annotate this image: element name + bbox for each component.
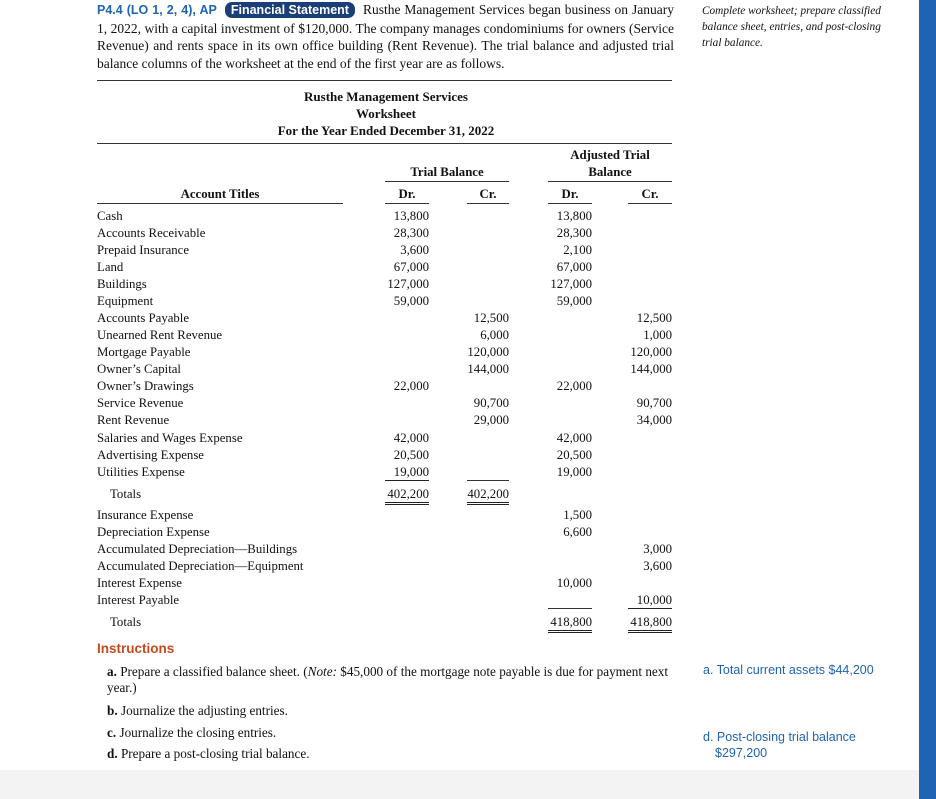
tb-cr-total-rule — [467, 480, 509, 481]
atb-dr-cell: 10,000 — [556, 576, 592, 590]
atb-cr-underline — [628, 203, 672, 204]
account-name: Interest Expense — [97, 576, 182, 590]
instruction-letter: a. — [107, 664, 117, 679]
atb-dr-cell: 127,000 — [550, 277, 592, 291]
tb-dr-cell: 13,800 — [393, 209, 429, 223]
atb-cr-cell: 10,000 — [628, 592, 672, 609]
account-name: Service Revenue — [97, 396, 184, 410]
atb-dr-cell: 20,500 — [556, 448, 592, 462]
instruction-a — [107, 664, 677, 696]
answer-d-line1: d. Post-closing trial balance — [703, 730, 856, 744]
atb-dr-cell: 6,600 — [563, 525, 592, 539]
atb-dr-cell: 22,000 — [556, 379, 592, 393]
company-name: Rusthe Management Services — [304, 89, 468, 104]
tb-dr-cell: 67,000 — [393, 260, 429, 274]
account-name: Insurance Expense — [97, 508, 194, 522]
tb-dr-cell: 20,500 — [393, 448, 429, 462]
atb-dr-cell: 13,800 — [556, 209, 592, 223]
instruction-d — [107, 746, 310, 762]
answer-a: a. Total current assets $44,200 — [703, 663, 874, 677]
answer-d-line2: $297,200 — [715, 746, 768, 760]
header-bottom-rule — [97, 143, 672, 144]
atb-cr-cell: 12,500 — [636, 311, 672, 325]
tb-cr-cell: 6,000 — [480, 328, 509, 342]
tb-cr-cell: 90,700 — [473, 396, 509, 410]
atb-dr-cell: 42,000 — [556, 431, 592, 445]
tb-dr-cell: 127,000 — [387, 277, 429, 291]
atb-cr-cell: 34,000 — [636, 413, 672, 427]
atb-total-cr: 418,800 — [628, 614, 672, 633]
atb-totals-label: Totals — [110, 615, 142, 629]
account-name: Accumulated Depreciation—Buildings — [97, 542, 298, 556]
tb-dr-cell: 22,000 — [393, 379, 429, 393]
intro-text-line1: Rusthe Management Services began business on — [362, 2, 629, 17]
learning-objectives: (LO 1, 2, 4), AP — [126, 3, 217, 17]
worksheet-period: For the Year Ended December 31, 2022 — [277, 123, 495, 138]
tb-cr-underline — [467, 203, 509, 204]
atb-cr-cell: 120,000 — [630, 345, 672, 359]
tb-dr-cell: 28,300 — [393, 226, 429, 240]
side-note: Complete worksheet; prepare classified balance sheet, entries, and post-closing trial balance. — [702, 5, 881, 49]
atb-dr-cell: 1,500 — [563, 508, 592, 522]
instruction-a-text-after: $45,000 of the mortgage note payable is due for payment next year.) — [107, 664, 669, 695]
col-atb-dr: Dr. — [561, 187, 579, 201]
right-edge-bar — [919, 0, 936, 799]
col-adjusted-line1: Adjusted Trial — [570, 148, 650, 162]
atb-dr-cell: 2,100 — [563, 243, 592, 257]
tb-cr-cell: 29,000 — [473, 413, 509, 427]
tb-dr-cell: 59,000 — [393, 294, 429, 308]
tb-dr-underline — [385, 203, 429, 204]
atb-cr-cell: 90,700 — [636, 396, 672, 410]
instruction-letter: b. — [107, 703, 118, 718]
titles-underline — [97, 203, 343, 204]
adjusted-underline — [548, 181, 672, 182]
account-name: Prepaid Insurance — [97, 243, 190, 257]
atb-dr-cell: 59,000 — [556, 294, 592, 308]
col-tb-cr: Cr. — [479, 187, 497, 201]
instruction-letter: d. — [107, 746, 118, 761]
account-name: Owner’s Capital — [97, 362, 181, 376]
account-name: Land — [97, 260, 124, 274]
worksheet-title: Worksheet — [356, 106, 416, 121]
instruction-b-text: Journalize the adjusting entries. — [120, 703, 288, 718]
atb-total-dr: 418,800 — [548, 614, 592, 633]
bottom-bar — [0, 770, 919, 799]
trial-balance-underline — [385, 181, 509, 182]
atb-dr-total-rule — [548, 608, 592, 609]
col-trial-balance: Trial Balance — [410, 165, 484, 179]
tb-dr-cell: 3,600 — [400, 243, 429, 257]
instruction-letter: c. — [107, 725, 117, 740]
tb-dr-cell: 42,000 — [393, 431, 429, 445]
intro-text-rest: January 1, 2022, with a capital investment of $120,000. The company manages condominiums for owners (Service Revenue) and rents space in its own office building (Rent Revenue). The trial balance and adjusted trial balance columns of the worksheet at the end of the first year are as follows. — [97, 2, 674, 71]
account-name: Advertising Expense — [97, 448, 204, 462]
atb-dr-cell: 19,000 — [556, 465, 592, 479]
atb-cr-cell: 3,000 — [643, 542, 672, 556]
tb-totals-label: Totals — [110, 487, 142, 501]
atb-dr-cell: 67,000 — [556, 260, 592, 274]
atb-cr-cell: 144,000 — [630, 362, 672, 376]
account-name: Accounts Receivable — [97, 226, 206, 240]
instruction-c — [107, 725, 276, 741]
financial-statement-badge: Financial Statement — [225, 2, 355, 18]
problem-number: P4.4 — [97, 3, 123, 17]
account-name: Utilities Expense — [97, 465, 185, 479]
instruction-d-text: Prepare a post-closing trial balance. — [120, 746, 310, 761]
atb-dr-underline — [548, 203, 592, 204]
tb-total-cr: 402,200 — [467, 486, 509, 505]
account-name: Rent Revenue — [97, 413, 170, 427]
instruction-a-note-label: Note: — [307, 664, 337, 679]
account-name: Accounts Payable — [97, 311, 190, 325]
tb-total-dr: 402,200 — [385, 486, 429, 505]
header-top-rule — [97, 80, 672, 81]
account-name: Salaries and Wages Expense — [97, 431, 243, 445]
atb-dr-cell: 28,300 — [556, 226, 592, 240]
account-name: Equipment — [97, 294, 154, 308]
account-name: Depreciation Expense — [97, 525, 210, 539]
tb-dr-cell: 19,000 — [385, 464, 429, 481]
col-adjusted-line2: Balance — [588, 165, 632, 179]
account-name: Mortgage Payable — [97, 345, 191, 359]
tb-cr-cell: 120,000 — [467, 345, 509, 359]
instructions-title: Instructions — [97, 641, 175, 656]
instruction-a-text-before: Prepare a classified balance sheet. ( — [120, 664, 308, 679]
instruction-b — [107, 703, 288, 719]
col-account-titles: Account Titles — [180, 187, 260, 201]
tb-cr-cell: 12,500 — [473, 311, 509, 325]
atb-cr-cell: 3,600 — [643, 559, 672, 573]
col-atb-cr: Cr. — [641, 187, 659, 201]
account-name: Owner’s Drawings — [97, 379, 194, 393]
col-tb-dr: Dr. — [398, 187, 416, 201]
problem-intro — [97, 1, 674, 72]
account-name: Accumulated Depreciation—Equipment — [97, 559, 304, 573]
account-name: Interest Payable — [97, 593, 180, 607]
account-name: Buildings — [97, 277, 147, 291]
account-name: Unearned Rent Revenue — [97, 328, 223, 342]
tb-cr-cell: 144,000 — [467, 362, 509, 376]
instruction-c-text: Journalize the closing entries. — [119, 725, 277, 740]
atb-cr-cell: 1,000 — [643, 328, 672, 342]
account-name: Cash — [97, 209, 123, 223]
